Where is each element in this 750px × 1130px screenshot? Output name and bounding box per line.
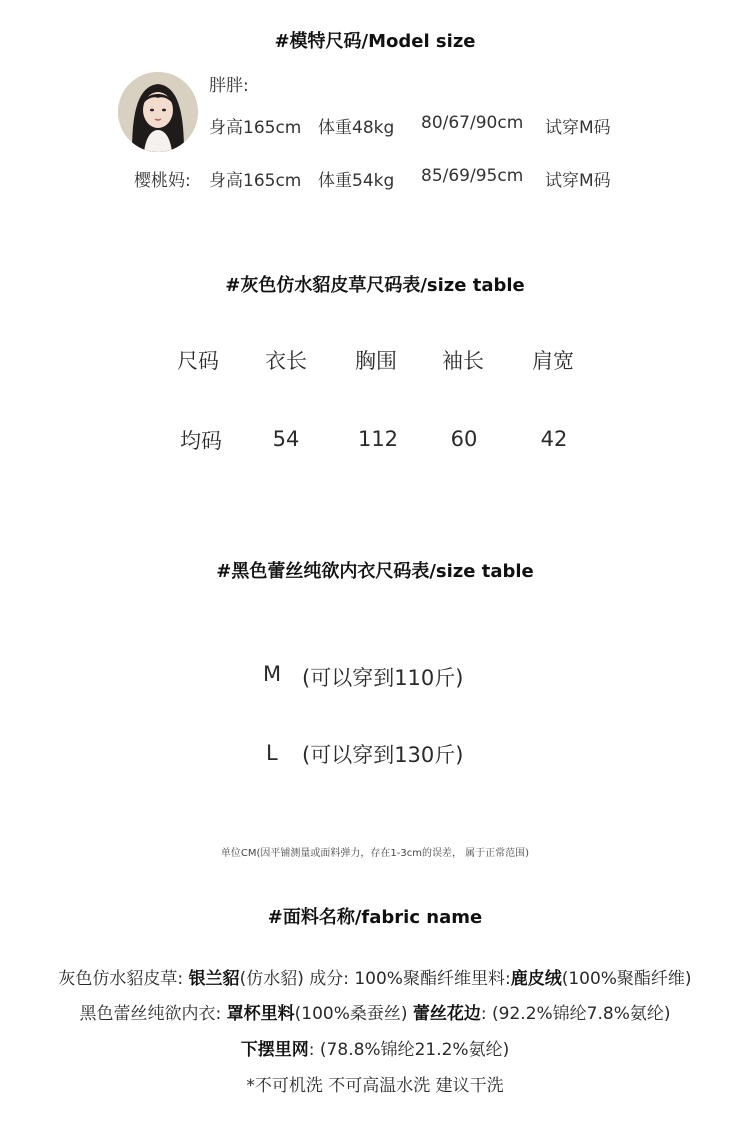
table-cell-chest: 112 [357, 427, 399, 451]
lace-size-l-desc: (可以穿到130斤) [302, 743, 464, 767]
gray-size-table-heading: #灰色仿水貂皮草尺码表/size table [225, 275, 525, 296]
fabric-lace-trim-composition: : (92.2%锦纶7.8%氨纶) [480, 1004, 671, 1024]
model-2-name: 樱桃妈: [134, 171, 191, 191]
fabric-line-hem [0, 1035, 750, 1060]
fabric-gray-lining-composition: (100%聚酯纤维) [561, 969, 692, 989]
fabric-heading: #面料名称/fabric name [267, 907, 483, 928]
model-1-height: 身高165cm [209, 118, 302, 138]
table-cell-sleeve: 60 [450, 427, 478, 451]
model-1-weight: 体重48kg [318, 118, 395, 138]
table-cell-size: 均码 [180, 429, 222, 453]
fabric-line-black-label: 黑色蕾丝纯欲内衣: [79, 1004, 227, 1024]
model-2-weight: 体重54kg [318, 171, 395, 191]
table-header-size: 尺码 [177, 349, 219, 373]
table-header-chest: 胸围 [355, 349, 397, 373]
model-2-measurements: 85/69/95cm [421, 166, 524, 186]
table-cell-shoulder: 42 [540, 427, 568, 451]
model-1-try-size: 试穿M码 [545, 118, 611, 138]
model-1-measurements: 80/67/90cm [421, 113, 524, 133]
model-2-try-size: 试穿M码 [545, 171, 611, 191]
model-2-height: 身高165cm [209, 171, 302, 191]
lace-size-l: L [266, 741, 278, 765]
model-portrait-image [118, 72, 198, 152]
lace-size-m-desc: (可以穿到110斤) [302, 666, 464, 690]
model-1-name: 胖胖: [209, 76, 249, 96]
black-size-table-heading: #黑色蕾丝纯欲内衣尺码表/size table [216, 561, 534, 582]
fabric-cup-lining: 罩杯里料 [226, 1004, 295, 1024]
fabric-line-gray-label: 灰色仿水貂皮草: [58, 969, 189, 989]
fabric-cup-lining-composition: (100%桑蚕丝) [294, 1004, 413, 1024]
lace-size-m: M [263, 662, 282, 686]
model-avatar [118, 72, 198, 152]
fabric-line-black [0, 999, 750, 1024]
fabric-hem-mesh-composition: : (78.8%锦纶21.2%氨纶) [308, 1040, 510, 1060]
fabric-gray-material: 银兰貂 [188, 969, 240, 989]
table-cell-length: 54 [272, 427, 300, 451]
fabric-lace-trim: 蕾丝花边 [412, 1004, 481, 1024]
measurement-note: 单位CM(因平铺测量或面料弹力，存在1-3cm的误差， 属于正常范围) [220, 848, 530, 859]
fabric-gray-lining: 鹿皮绒 [510, 969, 562, 989]
fabric-hem-mesh: 下摆里网 [240, 1040, 309, 1060]
model-size-heading: #模特尺码/Model size [274, 31, 476, 52]
care-instructions: *不可机洗 不可高温水洗 建议干洗 [246, 1076, 504, 1096]
fabric-line-gray [0, 964, 750, 989]
fabric-gray-composition: (仿水貂) 成分: 100%聚酯纤维里料: [239, 969, 511, 989]
table-header-shoulder: 肩宽 [532, 349, 574, 373]
table-header-length: 衣长 [265, 349, 307, 373]
table-header-sleeve: 袖长 [442, 349, 484, 373]
